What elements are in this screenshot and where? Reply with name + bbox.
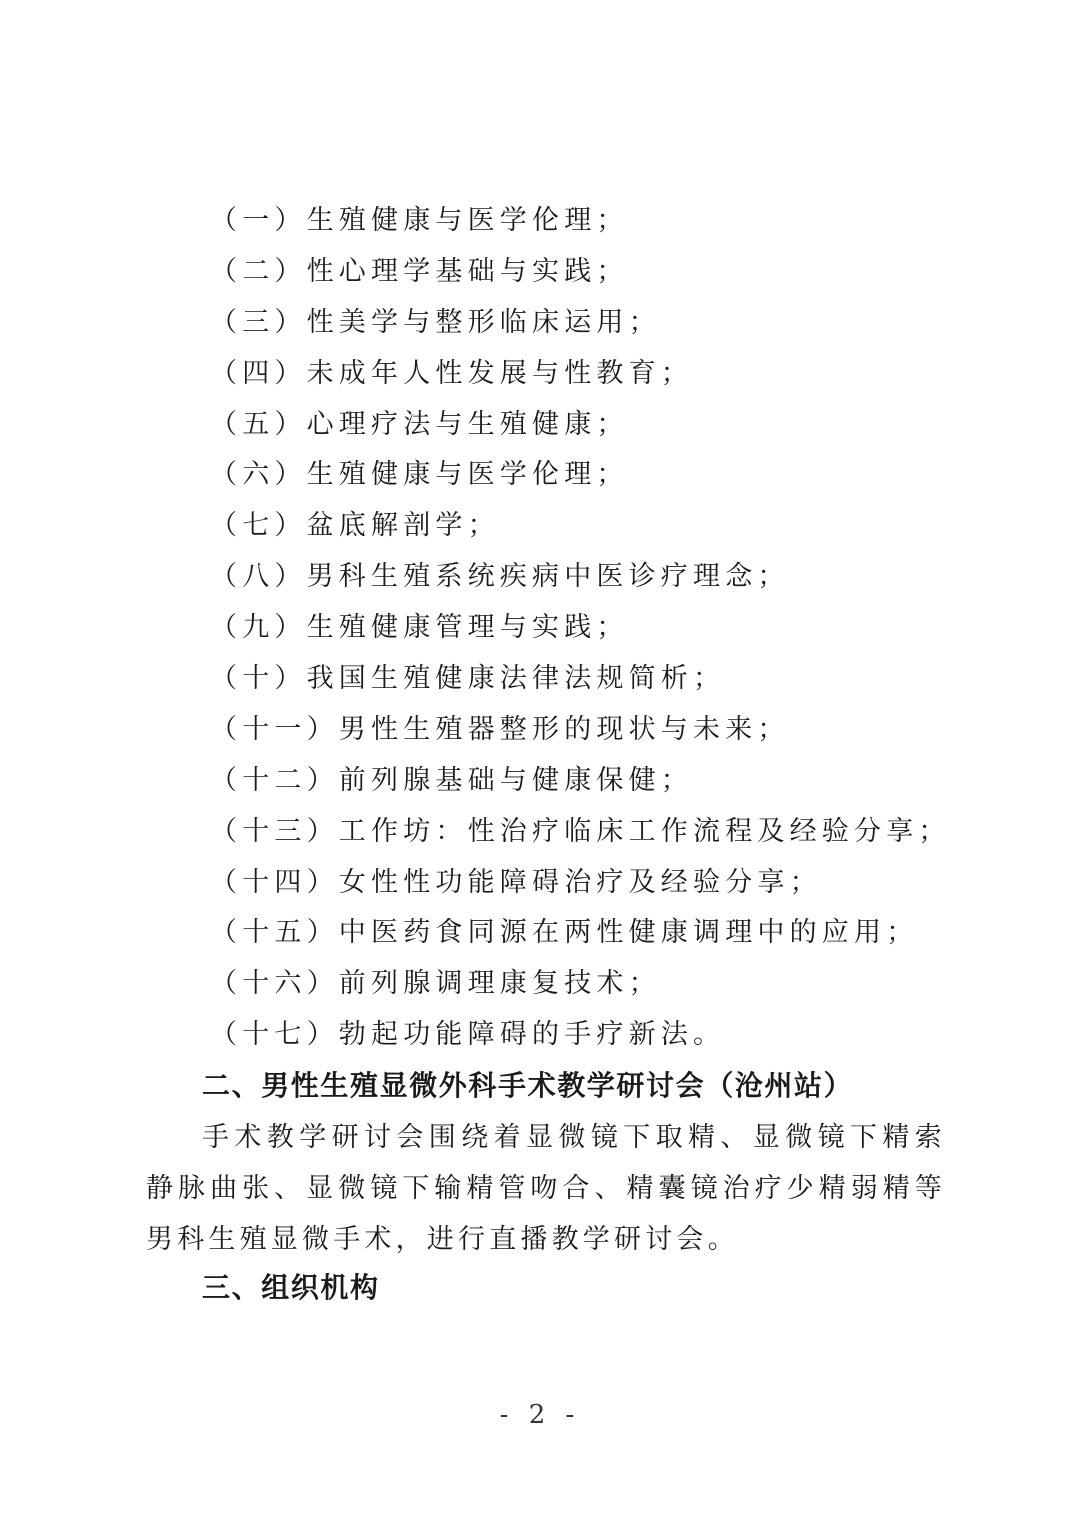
list-item: （十）我国生殖健康法律法规简析； bbox=[210, 663, 726, 695]
list-item: （四）未成年人性发展与性教育； bbox=[210, 357, 693, 389]
list-item: （八）男科生殖系统疾病中医诊疗理念； bbox=[210, 561, 790, 593]
list-item: （六）生殖健康与医学伦理； bbox=[210, 459, 629, 491]
list-item: （十一）男性生殖器整形的现状与未来； bbox=[210, 713, 790, 745]
section-2-heading: 二、男性生殖显微外科手术教学研讨会（沧州站） bbox=[202, 1069, 854, 1102]
page-number: - 2 - bbox=[499, 1400, 581, 1430]
section-3-heading: 三、组织机构 bbox=[202, 1271, 380, 1304]
list-item: （三）性美学与整形临床运用； bbox=[210, 306, 661, 338]
list-item: （十七）勃起功能障碍的手疗新法。 bbox=[210, 1019, 726, 1051]
list-item: （十六）前列腺调理康复技术； bbox=[210, 968, 661, 1000]
list-item: （一）生殖健康与医学伦理； bbox=[210, 205, 629, 236]
list-item: （十五）中医药食同源在两性健康调理中的应用； bbox=[210, 917, 919, 949]
list-item: （二）性心理学基础与实践； bbox=[210, 255, 629, 287]
topic-list bbox=[210, 196, 951, 1061]
list-item: （十三）工作坊：性治疗临床工作流程及经验分享； bbox=[210, 815, 951, 847]
list-item: （五）心理疗法与生殖健康； bbox=[210, 408, 629, 440]
section-2-body: 手术教学研讨会围绕着显微镜下取精、显微镜下精索静脉曲张、显微镜下输精管吻合、精囊镜治疗少精弱精等男科生殖显微手术，进行直播教学研讨会。 bbox=[146, 1122, 946, 1255]
list-item: （十四）女性性功能障碍治疗及经验分享； bbox=[210, 866, 822, 898]
list-item: （九）生殖健康管理与实践； bbox=[210, 612, 629, 644]
list-item: （七）盆底解剖学； bbox=[210, 510, 500, 542]
list-item: （十二）前列腺基础与健康保健； bbox=[210, 764, 693, 796]
